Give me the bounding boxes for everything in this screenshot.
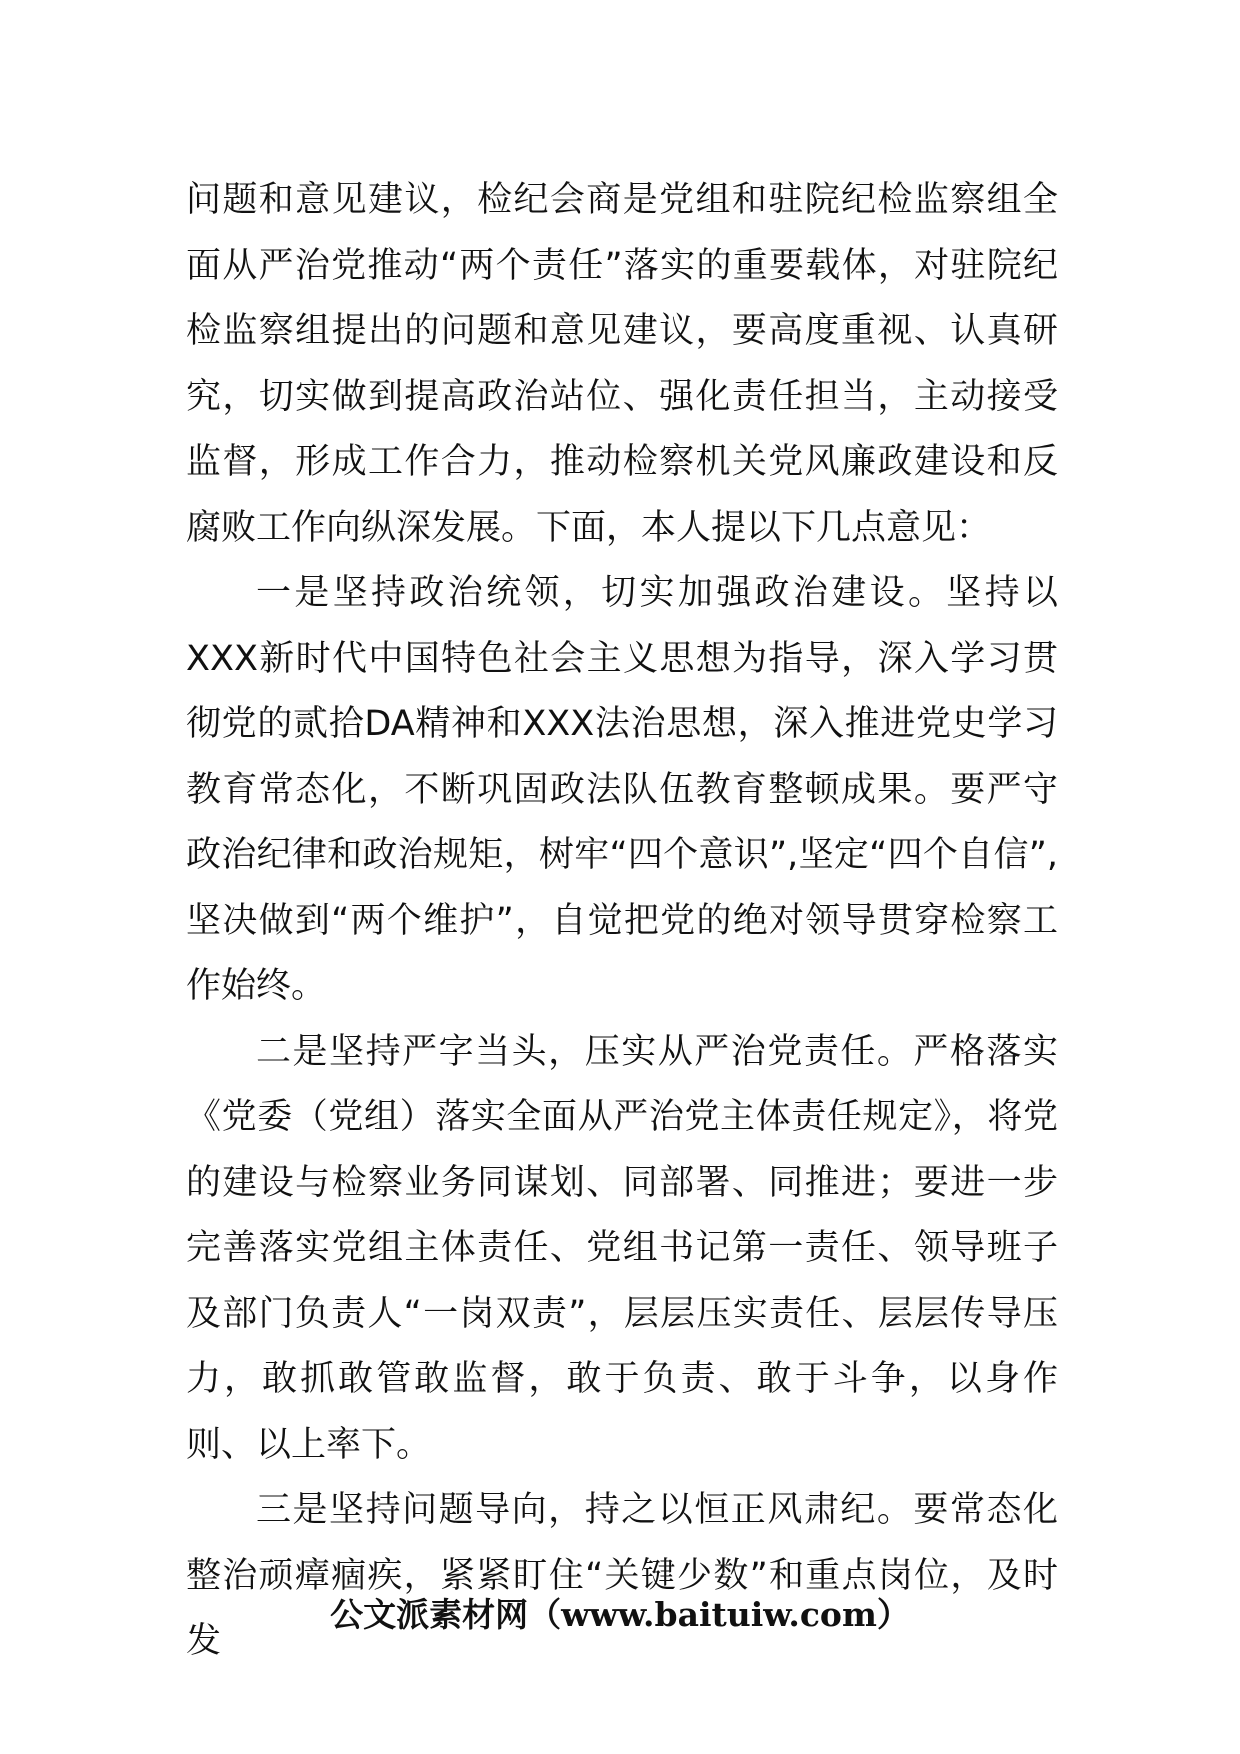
paragraph-point-two: 二是坚持严字当头，压实从严治党责任。严格落实《党委（党组）落实全面从严治党主体责任规定》，将党的建设与检察业务同谋划、同部署、同推进；要进一步完善落实党组主体责任、党组书记第一责任、领导班子及部门负责人“一岗双责”，层层压实责任、层层传导压力，敢抓敢管敢监督，敢于负责、敢于斗争，以身作则、以上率下。 bbox=[186, 1031, 1058, 1465]
paragraph-intro: 问题和意见建议，检纪会商是党组和驻院纪检监察组全面从严治党推动“两个责任”落实的重要载体，对驻院纪检监察组提出的问题和意见建议，要高度重视、认真研究，切实做到提高政治站位、强化责任担当，主动接受监督，形成工作合力，推动检察机关党风廉政建设和反腐败工作向纵深发展。下面，本人提以下几点意见： bbox=[186, 180, 1058, 548]
paragraph-point-one: 一是坚持政治统领，切实加强政治建设。坚持以XXX新时代中国特色社会主义思想为指导，深入学习贯彻党的贰拾DA精神和XXX法治思想，深入推进党史学习教育常态化，不断巩固政法队伍教育整顿成果。要严守政治纪律和政治规矩，树牢“四个意识”,坚定“四个自信”,坚决做到“两个维护”，自觉把党的绝对领导贯穿检察工作始终。 bbox=[186, 573, 1058, 1006]
document-body bbox=[186, 168, 1058, 1675]
footer-watermark-text: 公文派素材网（www.baituiw.com） bbox=[330, 1595, 910, 1634]
paragraph-point-three: 三是坚持问题导向，持之以恒正风肃纪。要常态化整治顽瘴痼疾，紧紧盯住“关键少数”和重点岗位，及时发 bbox=[186, 1490, 1058, 1661]
